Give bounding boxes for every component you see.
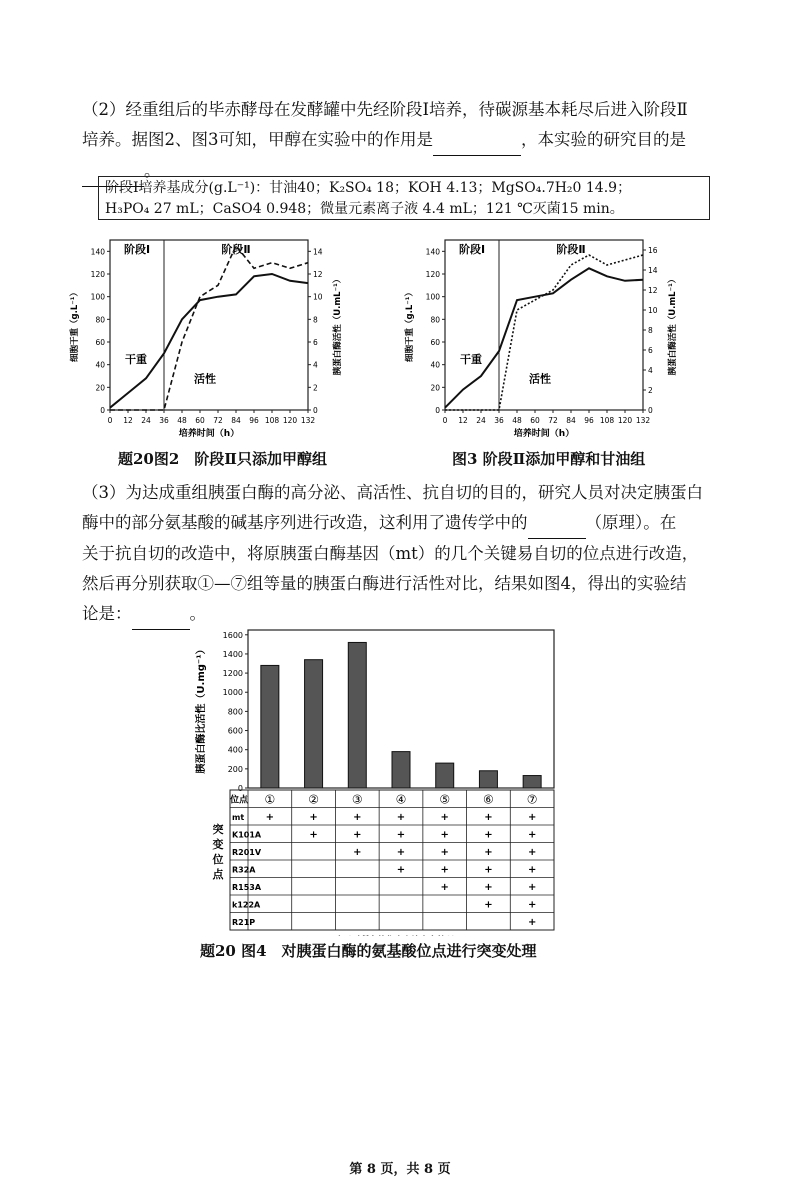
y-right-tick-label: 10 (648, 306, 658, 315)
q3-line2-part2: （原理）。在 (585, 513, 677, 532)
q2-line2-part2: ，本实验的研究目的是 (521, 130, 686, 149)
category-label: ③ (351, 792, 363, 807)
q2-line3-end: 。 (144, 161, 161, 180)
q3-line2 (82, 508, 732, 539)
bar (479, 771, 497, 788)
mutation-mark: + (527, 899, 537, 911)
mutation-mark: + (527, 812, 537, 823)
x-tick-label: 24 (141, 416, 151, 425)
x-tick-label: 48 (177, 416, 187, 425)
mutation-mark: + (484, 829, 493, 841)
y-right-tick-label: 14 (648, 266, 658, 275)
mutation-mark: + (527, 864, 537, 876)
y-tick-label: 600 (227, 726, 243, 736)
x-tick-label: 36 (159, 416, 169, 425)
bar (261, 665, 279, 788)
y-tick-label: 1000 (222, 688, 243, 698)
figure-2-caption: 题20图2 阶段Ⅱ只添加甲醇组 (118, 450, 327, 468)
y-tick-label: 1400 (222, 649, 243, 659)
y-tick-label: 1600 (222, 630, 243, 640)
x-tick-label: 72 (548, 416, 558, 425)
question-3-text (82, 478, 732, 630)
y-right-axis-title: 胰蛋白酶活性（U.mL⁻¹） (333, 274, 343, 376)
y-left-tick-label: 80 (95, 315, 105, 325)
x-tick-label: 96 (249, 416, 259, 425)
mutation-mark: + (484, 812, 493, 823)
table-header-label: 位点 (229, 795, 249, 806)
y-left-tick-label: 80 (430, 315, 440, 325)
mutation-mark: + (353, 847, 362, 858)
y-left-tick-label: 140 (90, 247, 105, 257)
category-label: ② (308, 792, 319, 807)
y-left-tick-label: 120 (425, 270, 440, 279)
y-right-tick-label: 8 (313, 315, 318, 325)
mutation-mark: + (440, 864, 449, 876)
x-axis-title: 培养时间（h） (513, 429, 575, 439)
category-label: ⑤ (439, 792, 451, 807)
medium-composition-box (98, 176, 710, 220)
series-line-dry-weight (110, 274, 308, 408)
y-right-tick-label: 14 (313, 247, 323, 257)
mutation-mark: + (440, 882, 449, 893)
y-left-tick-label: 140 (425, 247, 440, 257)
category-label: ④ (395, 792, 407, 807)
y-right-tick-label: 4 (648, 366, 653, 375)
site-label: R153A (232, 883, 262, 892)
y-tick-label: 1200 (222, 669, 243, 679)
figure-3-line-chart (395, 228, 715, 446)
x-tick-label: 48 (512, 416, 522, 425)
stage-2-label: 阶段Ⅱ (556, 243, 586, 256)
q2-line1: （2）经重组后的毕赤酵母在发酵罐中先经阶段Ⅰ培养，待碳源基本耗尽后进入阶段Ⅱ (82, 100, 688, 119)
x-tick-label: 60 (195, 416, 205, 425)
y-right-tick-label: 10 (313, 292, 323, 302)
y-left-tick-label: 0 (435, 406, 440, 415)
y-right-tick-label: 12 (648, 286, 658, 295)
x-tick-label: 72 (213, 416, 223, 425)
side-label-char: 位 (212, 853, 224, 866)
stage-1-label: 阶段Ⅰ (458, 243, 486, 256)
category-label: ⑦ (526, 792, 538, 807)
x-tick-label: 36 (494, 416, 504, 425)
y-tick-label: 800 (227, 707, 243, 717)
x-tick-label: 0 (107, 416, 113, 425)
q3-line2-part1: 酶中的部分氨基酸的碱基序列进行改造，这利用了遗传学中的 (82, 513, 528, 532)
mutation-mark: + (396, 847, 406, 858)
x-tick-label: 12 (123, 416, 133, 425)
x-tick-label: 132 (635, 416, 651, 425)
category-label: ① (264, 792, 276, 807)
series-label-dry-weight: 干重 (460, 353, 482, 366)
q2-line2-part1: 培养。据图2、图3可知，甲醇在实验中的作用是 (82, 130, 433, 149)
series-line-activity (110, 246, 308, 410)
mutation-mark: + (484, 899, 493, 911)
y-left-tick-label: 20 (95, 383, 105, 393)
mutation-mark: + (396, 812, 406, 823)
bar (348, 642, 366, 788)
series-line-dry-weight (445, 268, 643, 407)
medium-line2: H₃PO₄ 27 mL；CaSO4 0.948；微量元素离子液 4.4 mL；121 ℃灭菌15 min。 (105, 201, 624, 217)
x-tick-label: 84 (231, 416, 241, 425)
bar (305, 660, 323, 788)
stage-1-label: 阶段Ⅰ (123, 243, 151, 256)
y-right-tick-label: 2 (648, 386, 653, 395)
mutation-mark: + (440, 829, 449, 841)
figure-4-caption: 题20 图4 对胰蛋白酶的氨基酸位点进行突变处理 (200, 942, 537, 960)
y-right-tick-label: 2 (313, 383, 318, 393)
x-tick-label: 12 (458, 416, 468, 425)
bar (392, 752, 410, 788)
q2-line2 (82, 125, 732, 156)
mutation-mark: + (527, 882, 537, 893)
stage-2-label: 阶段Ⅱ (221, 243, 251, 256)
table-note (328, 935, 455, 936)
y-tick-label: 400 (227, 745, 243, 755)
y-left-tick-label: 100 (90, 292, 105, 302)
answer-blank-conclusion (132, 599, 190, 630)
y-left-tick-label: 40 (430, 360, 440, 370)
figure-4-bar-chart (190, 618, 570, 936)
x-tick-label: 96 (584, 416, 594, 425)
answer-blank-methanol-role (433, 125, 521, 156)
mutation-mark: + (353, 829, 362, 841)
question-2-text (82, 95, 732, 187)
mutation-mark: + (527, 829, 537, 841)
mutation-mark: + (527, 847, 537, 858)
mutation-mark: + (440, 847, 449, 858)
y-left-axis-title: 细胞干重（g.L⁻¹） (70, 288, 80, 362)
y-right-tick-label: 6 (313, 338, 318, 347)
y-left-tick-label: 120 (90, 270, 105, 279)
q3-line1: （3）为达成重组胰蛋白酶的高分泌、高活性、抗自切的目的，研究人员对决定胰蛋白 (82, 483, 703, 502)
mutation-mark: + (396, 829, 406, 841)
y-right-tick-label: 0 (648, 406, 653, 415)
y-left-tick-label: 0 (100, 406, 105, 415)
q3-line4: 然后再分别获取①—⑦组等量的胰蛋白酶进行活性对比，结果如图4，得出的实验结 (82, 574, 687, 593)
y-left-tick-label: 60 (95, 338, 105, 347)
x-tick-label: 108 (599, 416, 615, 425)
answer-blank-principle (528, 508, 586, 539)
site-label: R201V (232, 848, 262, 857)
x-axis-title: 培养时间（h） (178, 429, 240, 439)
site-label: R32A (232, 865, 256, 875)
page-footer: 第 8 页，共 8 页 (349, 1162, 451, 1177)
y-right-tick-label: 12 (313, 270, 323, 279)
y-right-axis-title: 胰蛋白酶活性（U.mL⁻¹） (668, 274, 678, 376)
side-label-char: 突 (212, 823, 224, 836)
category-label: ⑥ (483, 792, 494, 807)
y-right-tick-label: 6 (648, 346, 653, 355)
mutation-mark: + (396, 864, 406, 876)
mutation-mark: + (484, 847, 493, 858)
x-tick-label: 24 (476, 416, 486, 425)
bar (436, 763, 454, 788)
y-right-tick-label: 8 (648, 326, 653, 335)
bar (523, 776, 541, 788)
x-tick-label: 120 (282, 416, 298, 425)
mutation-mark: + (440, 812, 449, 823)
y-left-tick-label: 40 (95, 360, 105, 370)
y-axis-title: 胰蛋白酶比活性（U.mg⁻¹） (196, 644, 207, 774)
x-tick-label: 108 (264, 416, 280, 425)
y-left-tick-label: 20 (430, 383, 440, 393)
mutation-mark: + (265, 812, 275, 823)
y-right-tick-label: 4 (313, 360, 318, 370)
y-left-axis-title: 细胞干重（g.L⁻¹） (405, 288, 415, 362)
mutation-mark: + (484, 864, 493, 876)
site-label: K101A (232, 830, 262, 840)
series-label-activity: 活性 (194, 372, 216, 386)
figure-3-caption: 图3 阶段Ⅱ添加甲醇和甘油组 (452, 450, 646, 468)
y-left-tick-label: 60 (430, 338, 440, 347)
mutation-mark: + (353, 812, 362, 823)
site-label: mt (232, 813, 245, 822)
site-label: R21P (232, 918, 256, 927)
x-tick-label: 132 (300, 416, 316, 425)
series-label-dry-weight: 干重 (125, 353, 147, 366)
side-label-char: 变 (212, 838, 224, 851)
medium-line1: 阶段Ⅰ培养基成分(g.L⁻¹)：甘油40；K₂SO₄ 18；KOH 4.13；MgSO₄.7H₂0 14.9； (105, 180, 632, 196)
site-label: k122A (232, 900, 261, 910)
y-right-tick-label: 16 (648, 246, 658, 255)
mutation-mark: + (309, 812, 318, 823)
q3-line5-part1: 论是： (82, 604, 132, 623)
mutation-mark: + (484, 882, 493, 893)
x-tick-label: 0 (442, 416, 448, 425)
figure-2-line-chart (60, 228, 380, 446)
series-label-activity: 活性 (529, 372, 551, 386)
x-tick-label: 60 (530, 416, 540, 425)
mutation-mark: + (527, 917, 537, 928)
q3-line3: 关于抗自切的改造中，将原胰蛋白酶基因（mt）的几个关键易自切的位点进行改造， (82, 544, 699, 563)
side-label-char: 点 (212, 868, 224, 881)
q3-line5-end: 。 (189, 604, 206, 623)
y-tick-label: 0 (237, 784, 243, 793)
x-tick-label: 84 (566, 416, 576, 425)
mutation-mark: + (309, 829, 318, 841)
y-left-tick-label: 100 (425, 292, 440, 302)
y-tick-label: 200 (227, 764, 243, 774)
x-tick-label: 120 (617, 416, 633, 425)
y-right-tick-label: 0 (313, 406, 318, 415)
